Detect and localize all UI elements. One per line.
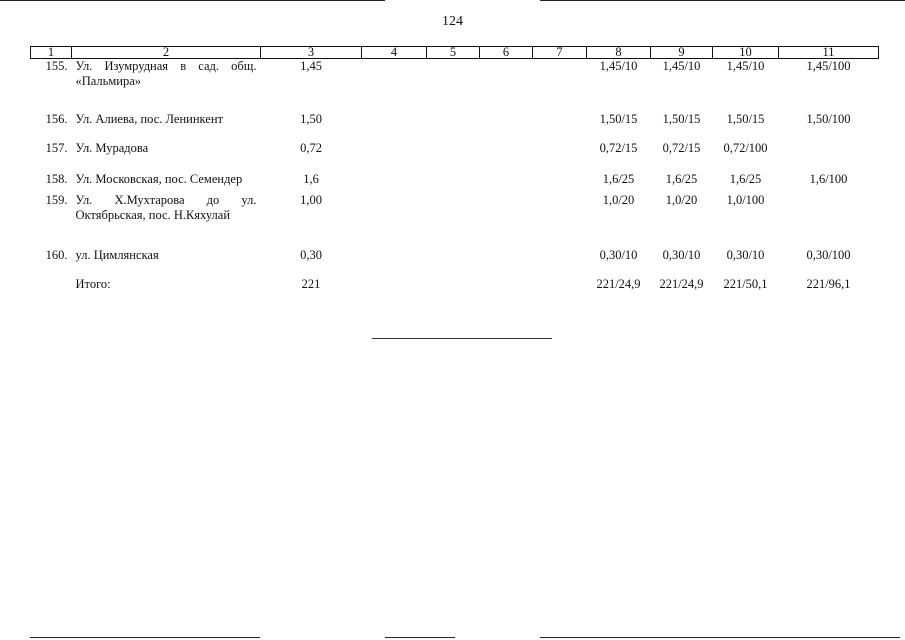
street-name [72,112,261,141]
value-col9: 0,30/10 [662,247,701,262]
street-name [72,193,261,248]
column-header: 9 [651,47,713,59]
scan-edge-bottom-mid [385,637,455,638]
column-header: 8 [587,47,651,59]
street-name-line2: Октябрьская, пос. Н.Кяхулай [75,207,231,222]
value-col9: 1,0/20 [665,192,698,207]
street-name-line1: ул. Цимлянская [75,247,159,262]
value-col10: 1,0/100 [726,192,765,207]
length-cell: 1,6 [303,171,319,186]
table-row [31,59,879,112]
length-cell: 1,00 [300,192,322,207]
value-col8: 1,0/20 [602,192,635,207]
row-number: 159. [45,192,68,207]
column-header: 7 [533,47,587,59]
scan-edge-top-right [540,0,905,1]
column-header: 11 [779,47,879,59]
value-col8: 0,30/10 [599,247,638,262]
scan-edge-bottom-right [540,637,900,638]
length-cell: 1,50 [300,111,322,126]
row-number: 156. [45,111,68,126]
street-name-line1: Ул. Х.Мухтарова до ул. [75,192,257,207]
value-col9: 1,45/10 [662,59,701,73]
value-col8: 1,50/15 [599,111,638,126]
value-col11: 1,6/100 [809,171,848,186]
value-col8: 1,6/25 [602,171,635,186]
column-header: 10 [713,47,779,59]
row-number: 158. [45,171,68,186]
value-col9: 0,72/15 [662,140,701,155]
street-name-line1: Ул. Изумрудная в сад. общ. [75,59,257,73]
total-col8: 221/24,9 [596,276,641,291]
table-row [31,141,879,172]
street-name-line1: Ул. Мурадова [75,140,149,155]
street-name-line2: «Пальмира» [75,74,142,88]
column-header: 6 [480,47,533,59]
street-name-line1: Ул. Московская, пос. Семендер [75,171,243,186]
row-number: 160. [45,247,68,262]
length-cell: 0,30 [300,247,322,262]
table-row [31,112,879,141]
street-name [72,141,261,172]
total-col10: 221/50,1 [723,276,768,291]
column-header: 5 [427,47,480,59]
total-col9: 221/24,9 [659,276,704,291]
column-header: 4 [362,47,427,59]
total-length: 221 [301,276,321,291]
table-row [31,248,879,277]
data-table [30,46,879,297]
value-col11: 1,50/100 [806,111,851,126]
column-header: 2 [72,47,261,59]
value-col9: 1,6/25 [665,171,698,186]
total-row [31,277,879,297]
column-header: 3 [261,47,362,59]
scan-edge-bottom-left [30,637,260,638]
value-col9: 1,50/15 [662,111,701,126]
row-number: 155. [45,59,68,73]
table-row [31,172,879,193]
value-col10: 1,45/10 [726,59,765,73]
street-name [72,59,261,112]
value-col10: 1,6/25 [729,171,762,186]
length-cell: 1,45 [300,59,322,73]
value-col10: 0,30/10 [726,247,765,262]
value-col8: 1,45/10 [599,59,638,73]
value-col11: 1,45/100 [806,59,851,73]
value-col11: 0,30/100 [806,247,851,262]
value-col8: 0,72/15 [599,140,638,155]
street-name [72,248,261,277]
header-row [31,47,879,59]
closing-rule [372,338,552,339]
street-name-line1: Ул. Алиева, пос. Ленинкент [75,111,223,126]
row-number: 157. [45,140,68,155]
total-col11: 221/96,1 [806,276,851,291]
scan-edge-top [0,0,385,1]
street-name [72,172,261,193]
column-header: 1 [31,47,72,59]
page-number: 124 [442,14,463,29]
value-col10: 1,50/15 [726,111,765,126]
table-row [31,193,879,248]
value-col10: 0,72/100 [723,140,768,155]
total-label: Итого: [75,276,111,291]
value-col11 [779,141,879,172]
length-cell: 0,72 [300,140,322,155]
value-col11 [779,193,879,248]
